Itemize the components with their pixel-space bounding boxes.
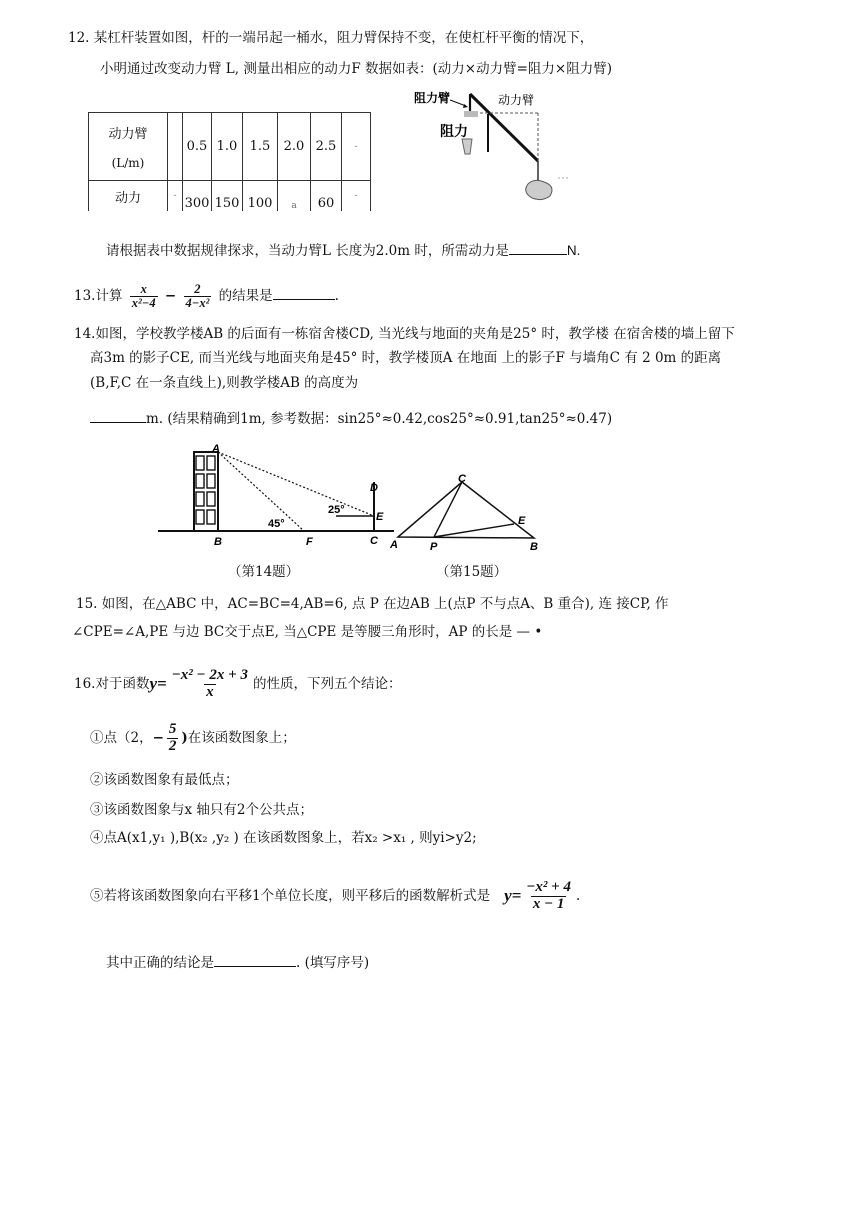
label-p: P [430, 541, 438, 553]
table-cell: 1.5 [243, 113, 278, 181]
stone-icon [526, 180, 552, 199]
table-row-label: 动力 [89, 181, 168, 211]
label-f: F [306, 536, 313, 548]
triangle-abc [398, 482, 534, 538]
q16-intro: 16.对于函数y= $\frac{\text{−x² − 2x + 3}}{x}$ 的性质，下列五个结论： [74, 667, 402, 700]
label-a: A [212, 443, 220, 455]
q16-answer-line: 其中正确的结论是 . (填写序号) [106, 955, 370, 971]
angle-45: 45° [268, 518, 285, 530]
q14-line4: m. (结果精确到1m, 参考数据：sin25°≈0.42,cos25°≈0.91,tan25°≈0.47) [90, 411, 612, 427]
q16-conclusion-3: ③该函数图象与x 轴只有2个公共点； [90, 802, 313, 818]
figure-15 [382, 470, 552, 556]
segment-pe [434, 524, 514, 537]
table-cell: 150 [212, 181, 243, 211]
segment-cp [434, 482, 462, 537]
table-cell: - [342, 181, 371, 211]
label-resist-arm: 阻力臂 [414, 91, 451, 105]
label-a: A [390, 539, 398, 551]
label-e: E [376, 511, 384, 523]
q12-question: 请根据表中数据规律探求，当动力臂L 长度为2.0m 时，所需动力是 N. [106, 243, 581, 259]
label-d: D [370, 482, 378, 494]
q14-line1: 14.如图，学校教学楼AB 的后面有一栋宿舍楼CD, 当光线与地面的夹角是25° 时，教学楼 在宿舍楼的墙上留下 [74, 326, 735, 342]
answer-blank [273, 299, 335, 300]
answer-blank [214, 966, 296, 967]
label-c: C [370, 535, 378, 547]
q16-conclusion-5: ⑤若将该函数图象向右平移1个单位长度，则平移后的函数解析式是 y= $\frac{\text{−x² + 4}}{x - 1}$ . [90, 879, 581, 912]
q14-line2: 高3m 的影子CE, 而当光线与地面夹角是45° 时，教学楼顶A 在地面 上的影子F 与墙角C 有 2 0m 的距离 [90, 350, 722, 366]
lever-figure [410, 86, 590, 216]
ray-25 [218, 452, 374, 516]
point-fraction: $\frac{5}{2}$ [168, 721, 177, 754]
q15-line1: 15. 如图，在△ABC 中，AC=BC=4,AB=6, 点 P 在边AB 上(点P 不与点A、B 重合), 连 接CP, 作 [76, 596, 669, 612]
q12-line1: 12. 某杠杆装置如图，杆的一端吊起一桶水，阻力臂保持不变，在使杠杆平衡的情况下， [68, 30, 594, 46]
table-cell: 2.0 [278, 113, 311, 181]
lever-data-table [88, 112, 371, 211]
label-b: B [214, 536, 222, 548]
table-cell: 100 [243, 181, 278, 211]
shifted-function-fraction: $\frac{\text{−x² + 4}}{x - 1}$ [526, 879, 571, 912]
table-cell: 1.0 [212, 113, 243, 181]
table-cell: - [168, 181, 183, 211]
label-resist: 阻力 [440, 123, 468, 139]
ray-45 [218, 452, 304, 531]
q16-conclusion-4: ④点A(x1,y₁ ),B(x₂ ,y₂ ) 在该函数图象上，若x₂ >x₁ , 则yi>y2; [90, 830, 477, 846]
fraction-2: $\frac{2}{\text{4−x²}}$ [185, 282, 210, 311]
function-fraction: $\frac{\text{−x² − 2x + 3}}{x}$ [171, 667, 248, 700]
answer-blank [90, 422, 146, 423]
figure-14 [156, 440, 406, 552]
table-cell: 60 [311, 181, 342, 211]
q16-conclusion-1: ①点（2，− $\frac{5}{2}$ )在该函数图象上； [90, 721, 296, 754]
label-e: E [518, 515, 526, 527]
table-cell: - [342, 113, 371, 181]
label-b: B [530, 541, 538, 553]
table-row-label: 动力臂 (L/m) [89, 113, 168, 181]
angle-25: 25° [328, 504, 345, 516]
table-cell: 2.5 [311, 113, 342, 181]
fraction-1: $\frac{x}{\text{x²−4}}$ [131, 282, 156, 311]
bucket-icon [462, 139, 472, 154]
caption-fig14: （第14题） [228, 564, 300, 580]
label-c: C [458, 473, 466, 485]
q14-line3: (B,F,C 在一条直线上),则教学楼AB 的高度为 [90, 375, 359, 391]
label-power-arm: 动力臂 [498, 93, 535, 107]
caption-fig15: （第15题） [436, 564, 508, 580]
table-cell: a [278, 181, 311, 211]
q15-line2: ∠CPE=∠A,PE 与边 BC交于点E, 当△CPE 是等腰三角形时，AP 的长是 — • [72, 624, 543, 640]
pointer-line [450, 100, 466, 106]
answer-blank [509, 254, 567, 255]
table-cell: 300 [183, 181, 212, 211]
q13-line: 13.计算 $\frac{x}{\text{x²−4}}$ − $\frac{2}{\text{4−x²}}$ 的结果是 . [74, 282, 339, 311]
q12-line2: 小明通过改变动力臂 L, 测量出相应的动力F 数据如表：(动力×动力臂=阻力×阻力臂) [100, 61, 612, 77]
table-cell: 0.5 [183, 113, 212, 181]
q16-conclusion-2: ②该函数图象有最低点； [90, 772, 239, 788]
